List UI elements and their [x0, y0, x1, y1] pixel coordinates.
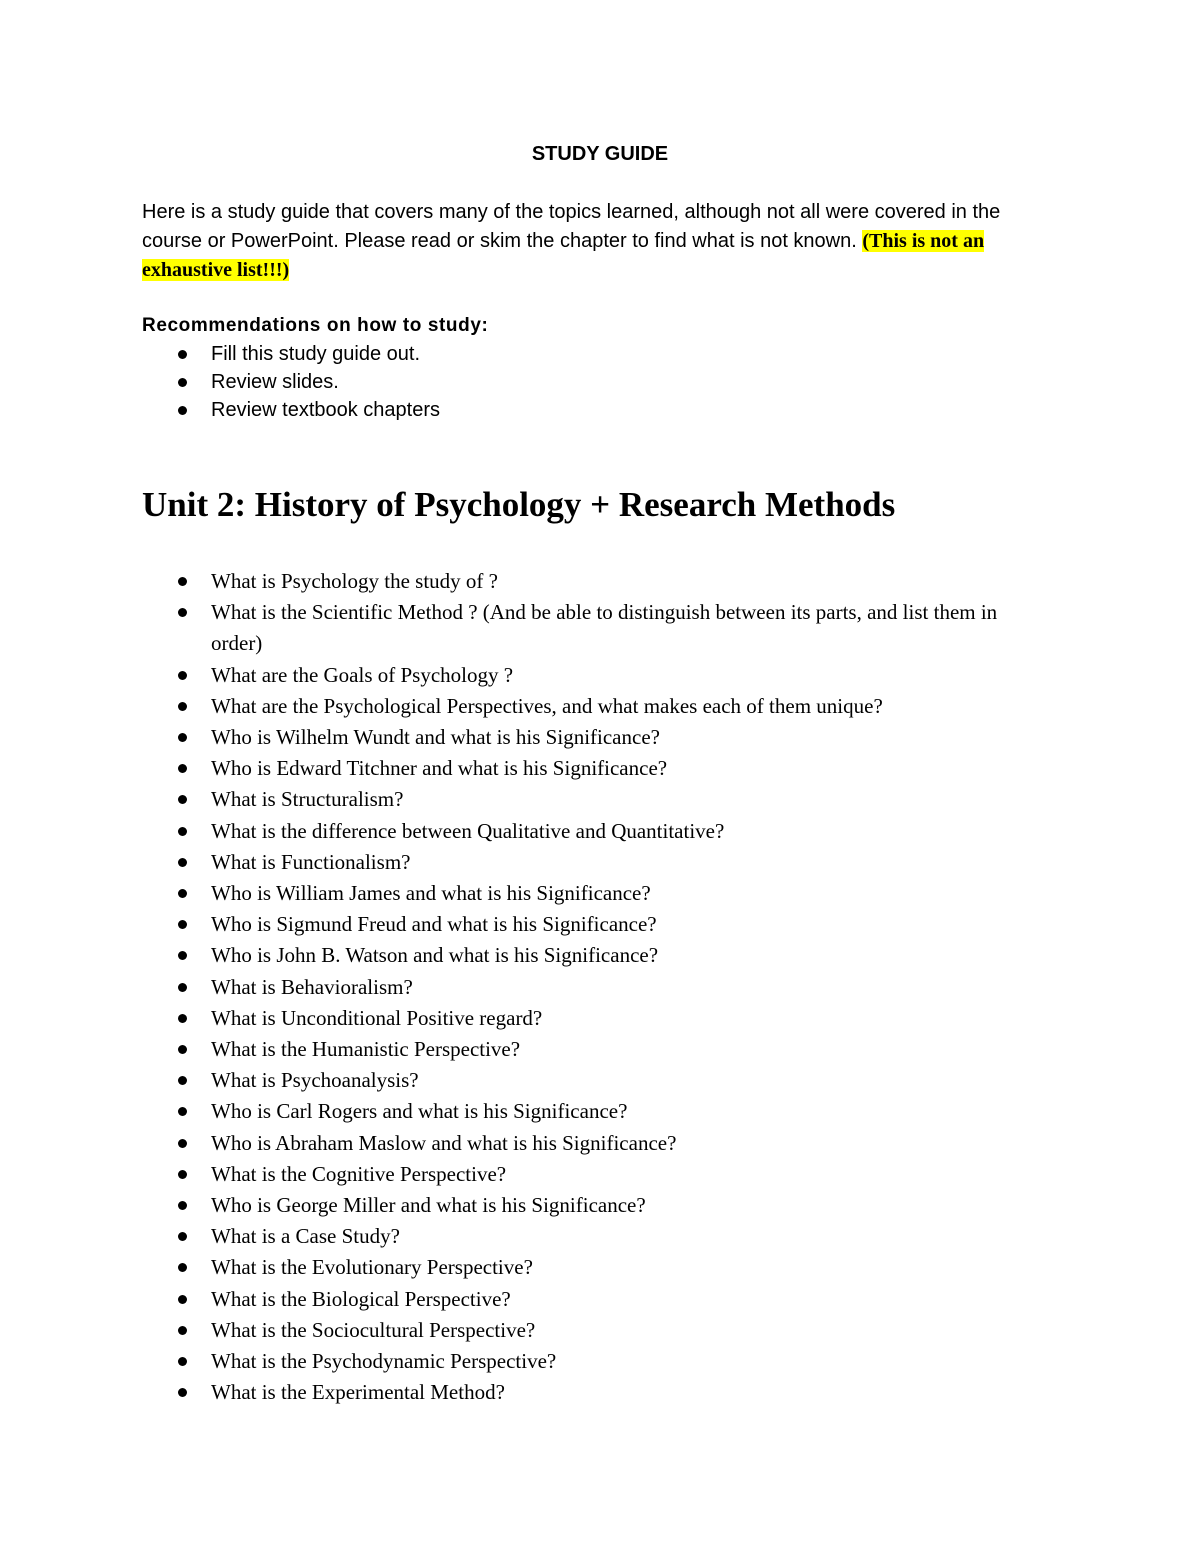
question-item [142, 784, 1042, 815]
question-item [142, 847, 1042, 878]
bullet-icon [178, 1014, 187, 1023]
bullet-icon [178, 1201, 187, 1210]
recommendation-text: Fill this study guide out. [211, 343, 420, 365]
bullet-icon [178, 1295, 187, 1304]
bullet-icon [178, 1388, 187, 1397]
question-item [142, 1377, 1042, 1408]
document-title: STUDY GUIDE [531, 143, 669, 165]
question-text: What is the difference between Qualitative and Quantitative? [211, 818, 725, 843]
question-text: Who is William James and what is his Significance? [211, 881, 651, 906]
question-item [142, 1221, 1042, 1252]
recommendations-heading: Recommendations on how to study: [142, 315, 489, 336]
question-text: What is the Humanistic Perspective? [211, 1037, 521, 1062]
question-text: What is the Sociocultural Perspective? [211, 1317, 536, 1342]
question-item [142, 1003, 1042, 1034]
question-item [142, 566, 1042, 597]
question-text: What is the Psychodynamic Perspective? [211, 1349, 557, 1374]
recommendation-item [142, 396, 1042, 424]
bullet-icon [178, 733, 187, 742]
question-item [142, 1284, 1042, 1315]
question-text: What is the Scientific Method ? (And be able to distinguish between its parts, and list them in order) [211, 600, 998, 656]
unit-heading: Unit 2: History of Psychology + Research Methods [142, 485, 896, 524]
question-item [142, 1034, 1042, 1065]
question-text: What are the Goals of Psychology ? [211, 662, 514, 687]
bullet-icon [178, 1107, 187, 1116]
question-item [142, 1315, 1042, 1346]
bullet-icon [178, 858, 187, 867]
question-item [142, 909, 1042, 940]
question-text: Who is Abraham Maslow and what is his Significance? [211, 1130, 677, 1155]
bullet-icon [178, 1139, 187, 1148]
bullet-icon [178, 608, 187, 617]
bullet-icon [178, 764, 187, 773]
question-text: What is Functionalism? [211, 849, 411, 874]
question-item [142, 1252, 1042, 1283]
question-text: Who is John B. Watson and what is his Significance? [211, 943, 659, 968]
question-text: What is Psychoanalysis? [211, 1068, 419, 1093]
question-text: Who is Sigmund Freud and what is his Significance? [211, 912, 657, 937]
bullet-icon [178, 1045, 187, 1054]
question-text: What is Behavioralism? [211, 974, 413, 999]
bullet-icon [178, 1357, 187, 1366]
bullet-icon [178, 1170, 187, 1179]
bullet-icon [178, 577, 187, 586]
question-item [142, 597, 1042, 659]
bullet-icon [178, 406, 187, 415]
question-text: What is the Experimental Method? [211, 1380, 505, 1405]
question-item [142, 940, 1042, 971]
question-text: What is Unconditional Positive regard? [211, 1005, 543, 1030]
question-text: What is the Biological Perspective? [211, 1286, 511, 1311]
bullet-icon [178, 1263, 187, 1272]
intro-highlight: (This is not an exhaustive list!!!) [142, 230, 985, 281]
bullet-icon [178, 1232, 187, 1241]
bullet-icon [178, 1326, 187, 1335]
question-text: What is the Cognitive Perspective? [211, 1161, 507, 1186]
recommendation-item [142, 340, 1042, 368]
bullet-icon [178, 983, 187, 992]
question-text: Who is Carl Rogers and what is his Significance? [211, 1099, 628, 1124]
bullet-icon [178, 671, 187, 680]
question-item [142, 878, 1042, 909]
bullet-icon [178, 951, 187, 960]
intro-paragraph [142, 198, 1062, 285]
question-item [142, 722, 1042, 753]
question-item [142, 660, 1042, 691]
question-text: Who is George Miller and what is his Significance? [211, 1193, 646, 1218]
bullet-icon [178, 827, 187, 836]
bullet-icon [178, 795, 187, 804]
question-item [142, 691, 1042, 722]
question-text: What are the Psychological Perspectives, and what makes each of them unique? [211, 693, 883, 718]
intro-text: Here is a study guide that covers many of the topics learned, although not all were covered in the course or PowerPoint. Please read or skim the chapter to find what is not known. [142, 201, 1001, 252]
bullet-icon [178, 378, 187, 387]
question-text: What is Psychology the study of ? [211, 569, 498, 593]
question-item [142, 972, 1042, 1003]
question-item [142, 1346, 1042, 1377]
question-item [142, 816, 1042, 847]
recommendation-text: Review textbook chapters [211, 399, 441, 421]
recommendations-list [142, 340, 1042, 424]
question-text: What is the Evolutionary Perspective? [211, 1255, 533, 1280]
bullet-icon [178, 920, 187, 929]
bullet-icon [178, 702, 187, 711]
question-item [142, 1190, 1042, 1221]
bullet-icon [178, 889, 187, 898]
question-item [142, 753, 1042, 784]
bullet-icon [178, 1076, 187, 1085]
recommendation-item [142, 368, 1042, 396]
question-item [142, 1159, 1042, 1190]
question-text: Who is Edward Titchner and what is his Significance? [211, 756, 668, 781]
question-list [142, 566, 1042, 1408]
question-text: What is Structuralism? [211, 787, 404, 812]
question-text: Who is Wilhelm Wundt and what is his Significance? [211, 725, 660, 750]
recommendation-text: Review slides. [211, 371, 339, 393]
question-text: What is a Case Study? [211, 1224, 400, 1249]
bullet-icon [178, 350, 187, 359]
question-item [142, 1065, 1042, 1096]
question-item [142, 1096, 1042, 1127]
question-item [142, 1128, 1042, 1159]
